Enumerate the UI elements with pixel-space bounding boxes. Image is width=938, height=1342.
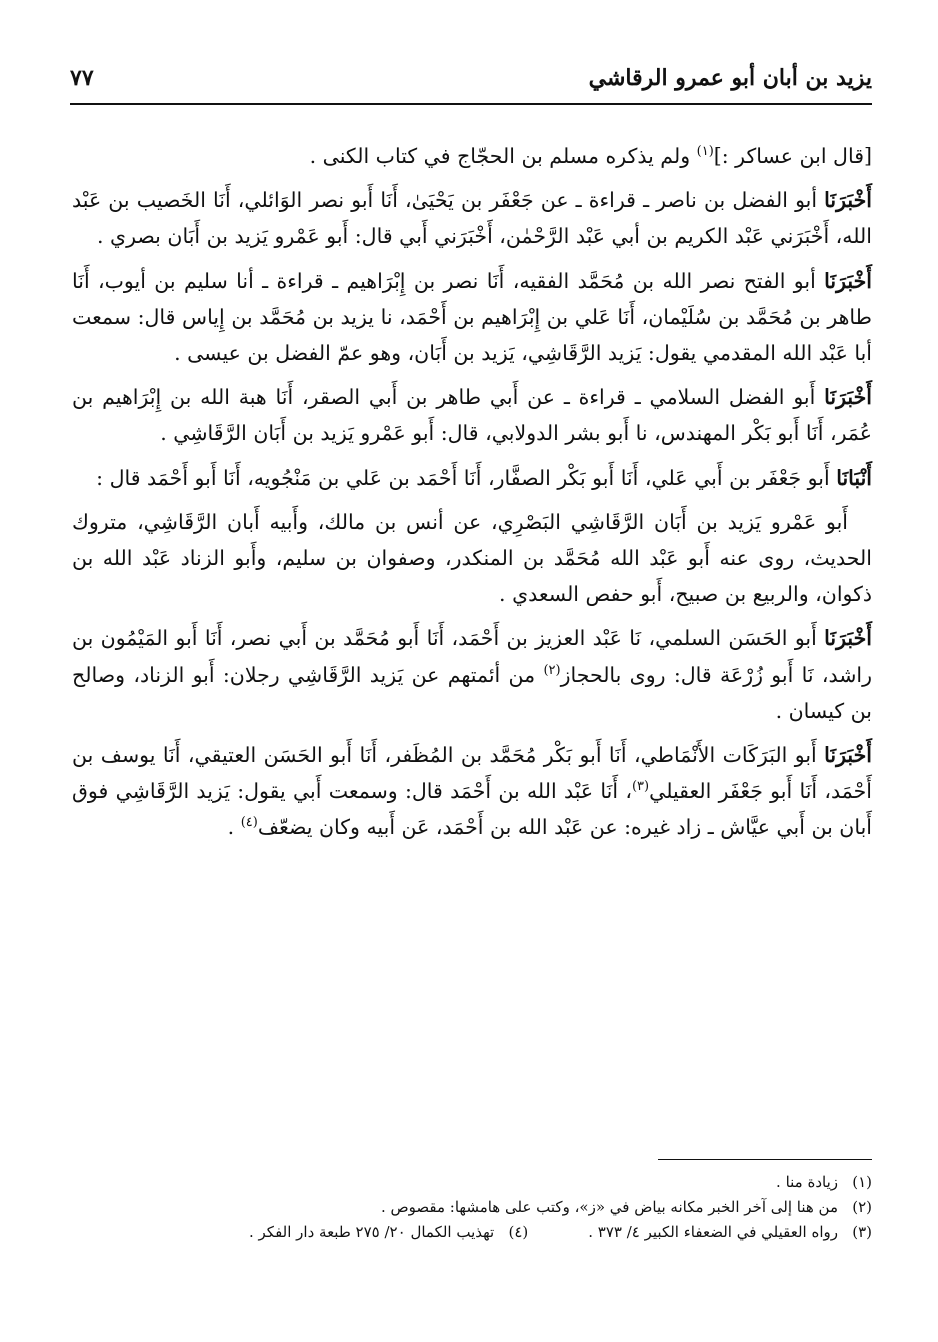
footnote-marker: (٣) (631, 779, 650, 795)
paragraph-text: من أئمتهم عن يَزيد الرَّقَاشِي رجلان: أَبو الزناد، وصالح بن كيسان . (72, 662, 872, 723)
footnote-text: تهذيب الكمال ٢٠/ ٢٧٥ طبعة دار الفكر . (248, 1223, 495, 1241)
paragraph-text: أَبو الحَسَن السلمي، نَا عَبْد العزيز بن أَحْمَد، أَنَا أَبو مُحَمَّد بن أَبي نصر، أَنَا أَبو المَيْمُون بن راشد، نَا أَبو زُرْعَة قال: روى بالحجاز (72, 626, 872, 687)
footnote-text: رواه العقيلي في الضعفاء الكبير ٤/ ٣٧٣ . (588, 1223, 838, 1241)
footnote (72, 1220, 872, 1245)
running-title: يزيد بن أبان أبو عمرو الرقاشي (588, 65, 872, 91)
main-text (72, 138, 872, 854)
paragraph (72, 620, 872, 729)
transmission-term: أَخْبَرَنَا (824, 268, 872, 293)
footnote-marker: (٢) (543, 662, 561, 678)
transmission-term: أَخْبَرَنَا (824, 626, 872, 651)
footnote-text: من هنا إلى آخر الخبر مكانه بياض في «ز»، وكتب على هامشها: مقصوص . (380, 1198, 838, 1216)
paragraph (72, 138, 872, 174)
paragraph (72, 182, 872, 254)
footnote-number: (٣) (852, 1223, 872, 1241)
paragraph-text: [قال ابن عساكر :] (713, 144, 872, 168)
paragraph (72, 460, 872, 496)
page-number: ٧٧ (70, 65, 94, 91)
footnote (72, 1195, 872, 1220)
footnote-number: (٢) (852, 1198, 872, 1216)
footnote (72, 1170, 872, 1195)
paragraph-text: أَبو جَعْفَر بن أَبي عَلي، أَنَا أَبو بَكْر الصفَّار، أَنَا أَحْمَد بن عَلي بن مَنْجُويه، أَنَا أَبو أَحْمَد قال : (96, 465, 837, 490)
paragraph-text: أبو الفتح نصر الله بن مُحَمَّد الفقيه، أَنَا نصر بن إِبْرَاهيم ـ قراءة ـ أنا سليم بن أيوب، أَنَا طاهر بن مُحَمَّد بن سُلَيْمان، أَنَا عَلي بن إِبْرَاهيم بن أَحْمَد، نا يزيد بن مُحَمَّد بن إِياس قال: سمعت أبا عَبْد الله المقدمي يقول: يَزيد الرَّقَاشِي، يَزيد بن أَبَان، وهو عمّ الفضل بن عيسى . (72, 268, 872, 366)
paragraph-text: أَبو الفضل السلامي ـ قراءة ـ عن أَبي طاهر بن أَبي الصقر، أَنَا هبة الله بن إِبْرَاهيم بن عُمَر، أَنَا أَبو بَكْر المهندس، نا أَبو بشر الدولابي، قال: أَبو عَمْرو يَزيد بن أَبَان الرَّقَاشِي . (72, 385, 872, 446)
paragraph (72, 737, 872, 846)
transmission-term: أَخْبَرَنَا (824, 743, 872, 768)
paragraph (72, 379, 872, 451)
paragraph-text: ولم يذكره مسلم بن الحجّاج في كتاب الكنى . (309, 144, 697, 168)
paragraph-text: أَبو البَرَكَات الأَنْمَاطي، أَنَا أَبو بَكْر مُحَمَّد بن المُظَفر، أَنَا أَبو الحَسَن العتيقي، أَنَا يوسف بن أَحْمَد، أَنَا أَبو جَعْفَر العقيلي (72, 743, 872, 804)
paragraph (72, 263, 872, 372)
transmission-term: أَنْبَانَا (836, 465, 872, 490)
footnote-marker: (١) (696, 144, 714, 160)
paragraph-text: أبو الفضل بن ناصر ـ قراءة ـ عن جَعْفَر بن يَحْيَىٰ، أَنَا أَبو نصر الوَائلي، أَنَا الخَصيب بن عَبْد الله، أَخْبَرَني عَبْد الكريم بن أبي عَبْد الرَّحْمٰن، أَخْبَرَني أَبي قال: أَبو عَمْرو يَزيد بن أَبَان بصري . (72, 188, 872, 249)
footnote-number: (٤) (508, 1223, 529, 1241)
page-header (70, 58, 872, 98)
header-rule (70, 103, 872, 105)
footnote-rule (658, 1159, 872, 1160)
footnote-number: (١) (852, 1173, 872, 1191)
footnotes (72, 1170, 872, 1245)
footnote-text: زيادة منا . (776, 1173, 838, 1191)
transmission-term: أَخْبَرَنَا (824, 385, 872, 410)
footnote-marker: (٤) (240, 815, 258, 831)
transmission-term: أَخْبَرَنَا (824, 188, 872, 213)
paragraph-text: . (227, 815, 241, 840)
paragraph (72, 504, 872, 613)
paragraph-text: أَبو عَمْرو يَزيد بن أَبَان الرَّقَاشِي البَصْرِي، عن أنس بن مالك، وأَبيه أَبان الرَّقَاشِي، متروك الحديث، روى عنه أَبو عَبْد الله مُحَمَّد بن المنكدر، وصفوان بن سليم، وأَبو الزناد عَبْد الله بن ذكوان، والربيع بن صبيح، أَبو حفص السعدي . (72, 509, 872, 607)
paragraph-text: ، أَنَا عَبْد الله بن أَحْمَد قال: وسمعت أَبي يقول: يَزيد الرَّقَاشِي فوق أَبان بن أَبي عيَّاش ـ زاد غيره: عن عَبْد الله بن أَحْمَد، عَن أَبيه وكان يضعّف (72, 779, 872, 840)
